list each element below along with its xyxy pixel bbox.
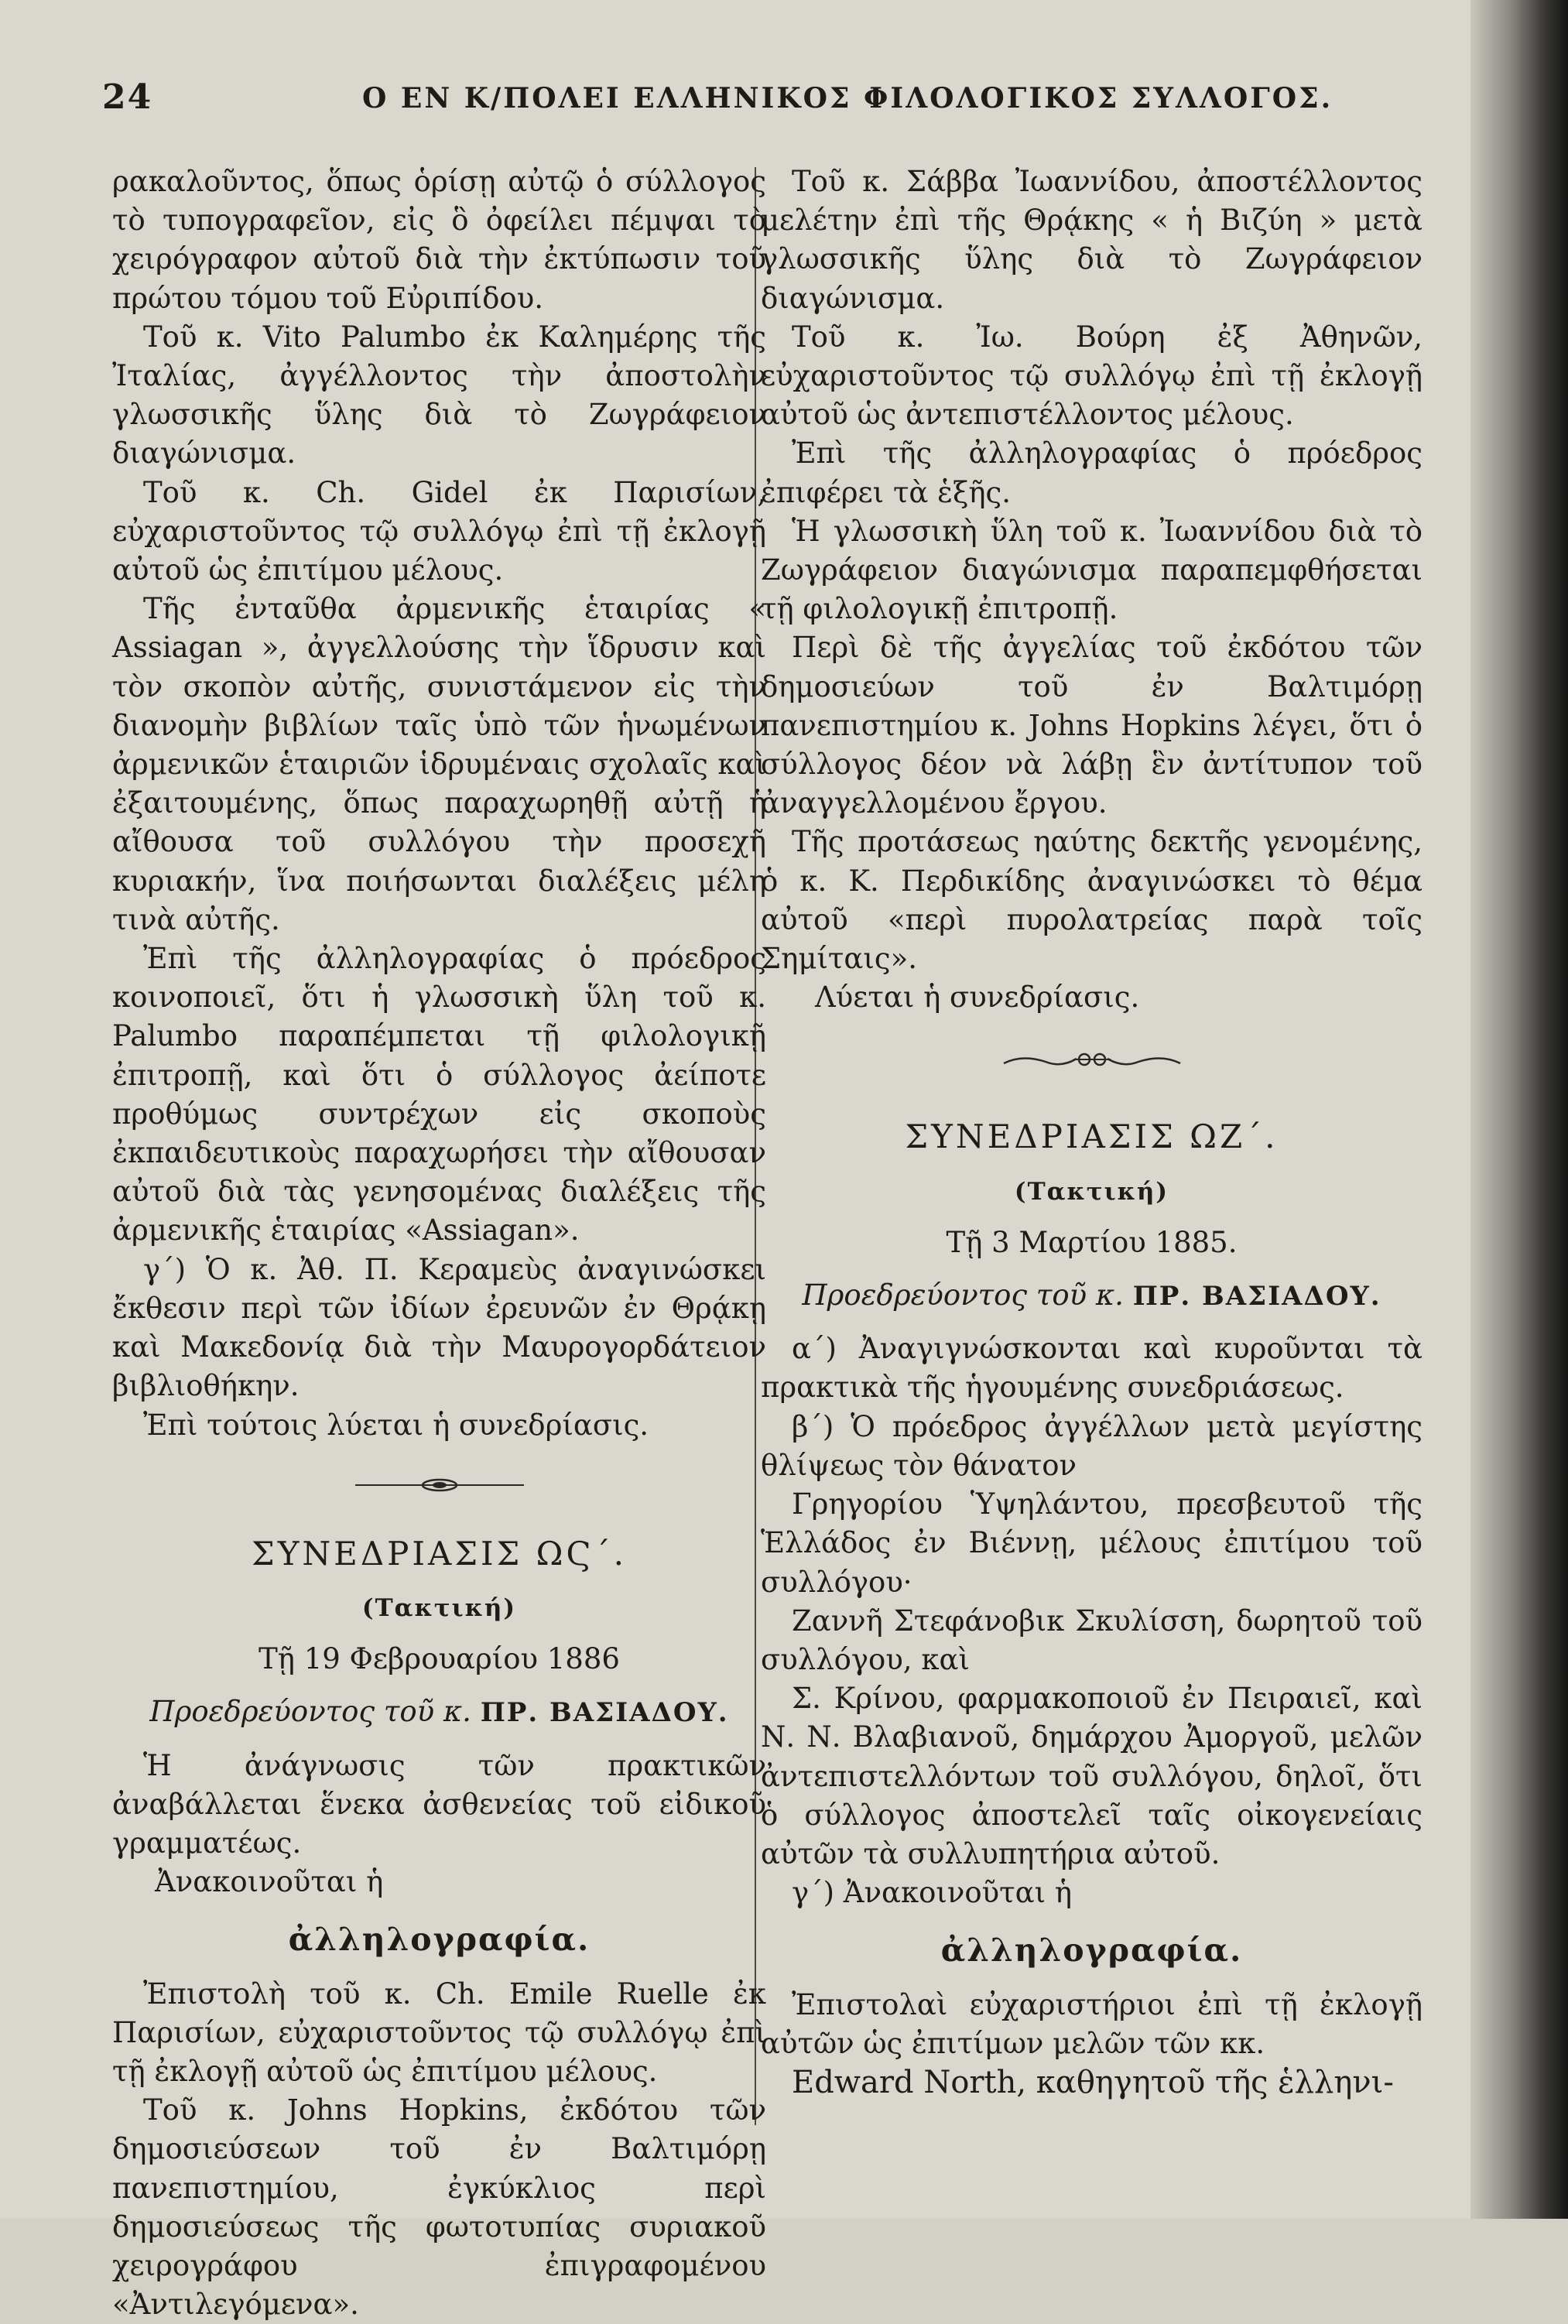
paragraph: Ἐπιστολαὶ εὐχαριστήριοι ἐπὶ τῇ ἐκλογῇ αὐτῶν ὡς ἐπιτίμων μελῶν τῶν κκ. <box>761 1987 1422 2060</box>
paragraph: Edward North, καθηγητοῦ τῆς ἑλληνι- <box>792 2064 1394 2100</box>
right-column <box>761 163 1422 2102</box>
paragraph: γ΄) Ἀνακοινοῦται ἡ <box>792 1876 1073 1910</box>
correspondence-heading: ἀλληλογραφία. <box>288 1921 591 1959</box>
session-date: Τῇ 19 Φεβρουαρίου 1886 <box>258 1642 620 1676</box>
paragraph: Περὶ δὲ τῆς ἀγγελίας τοῦ ἐκδότου τῶν δημοσιεύων τοῦ ἐν Βαλτιμόρῃ πανεπιστημίου κ. Johns Hopkins λέγει, ὅτι ὁ σύλλογος δέον νὰ λάβῃ ἓν ἀντίτυπον τοῦ ἀναγγελλομένου ἔργου. <box>761 631 1422 820</box>
session-title: ΣΥΝΕΔΡΙΑΣΙΣ ΩΖ΄. <box>905 1118 1279 1156</box>
presiding-name: ΠΡ. ΒΑΣΙΑΔΟΥ. <box>1132 1281 1381 1313</box>
paragraph: γ΄) Ὁ κ. Ἀθ. Π. Κεραμεὺς ἀναγινώσκει ἔκθεσιν περὶ τῶν ἰδίων ἐρευνῶν ἐν Θρᾴκῃ καὶ Μακεδονίᾳ διὰ τὴν Μαυρογορδάτειον βιβλιοθήκην. <box>112 1252 766 1403</box>
paragraph: Τῆς ἐνταῦθα ἀρμενικῆς ἑταιρίας « Assiagan », ἀγγελλούσης τὴν ἵδρυσιν καὶ τὸν σκοπὸν αὐτῆς, συνιστάμενον εἰς τὴν διανομὴν βιβλίων ταῖς ὑπὸ τῶν ἡνωμένων ἀρμενικῶν ἑταιριῶν ἱδρυμέναις σχολαῖς καὶ ἐξαιτουμένης, ὅπως παραχωρηθῇ αὐτῇ ἡ αἴθουσα τοῦ συλλόγου τὴν προσεχῆ κυριακήν, ἵνα ποιήσωνται διαλέξεις μέλη τινὰ αὐτῆς. <box>112 592 766 936</box>
paragraph: Σ. Κρίνου, φαρμακοποιοῦ ἐν Πειραιεῖ, καὶ Ν. Ν. Βλαβιανοῦ, δημάρχου Ἀμοργοῦ, μελῶν ἀντεπιστελλόντων τοῦ συλλόγου, δηλοῖ, ὅτι ὁ σύλλογος ἀποστελεῖ ταῖς οἰκογενείαις αὐτῶν τὰ συλλυπητήρια αὐτοῦ. <box>761 1682 1422 1870</box>
presiding-line <box>112 1693 766 1732</box>
paragraph: β΄) Ὁ πρόεδρος ἀγγέλλων μετὰ μεγίστης θλίψεως τὸν θάνατον <box>761 1409 1422 1482</box>
paragraph: Ἡ γλωσσικὴ ὕλη τοῦ κ. Ἰωαννίδου διὰ τὸ Ζωγράφειον διαγώνισμα παραπεμφθήσεται τῇ φιλολογικῇ ἐπιτροπῇ. <box>761 514 1422 626</box>
session-date: Τῇ 3 Μαρτίου 1885. <box>946 1225 1238 1259</box>
page-edge-shadow <box>1470 0 1568 2219</box>
left-column <box>112 163 766 2324</box>
paragraph: Ἐπιστολὴ τοῦ κ. Ch. Emile Ruelle ἐκ Παρισίων, εὐχαριστοῦντος τῷ συλλόγῳ ἐπὶ τῇ ἐκλογῇ αὐτοῦ ὡς ἐπιτίμου μέλους. <box>112 1977 766 2088</box>
paragraph: Ἀνακοινοῦται ἡ <box>155 1865 384 1899</box>
page-header <box>91 71 1453 133</box>
paragraph: Τοῦ κ. Σάββα Ἰωαννίδου, ἀποστέλλοντος μελέτην ἐπὶ τῆς Θρᾴκης « ἡ Βιζύη » μετὰ γλωσσικῆς ὕλης διὰ τὸ Ζωγράφειον διαγώνισμα. <box>761 165 1422 315</box>
section-ornament <box>351 1476 529 1494</box>
running-title: Ο ΕΝ Κ/ΠΟΛΕΙ ΕΛΛΗΝΙΚΟΣ ΦΙΛΟΛΟΓΙΚΟΣ ΣΥΛΛΟΓΟΣ. <box>362 82 1333 115</box>
session-title: ΣΥΝΕΔΡΙΑΣΙΣ ΩϚ΄. <box>252 1534 627 1573</box>
paragraph: ρακαλοῦντος, ὅπως ὁρίσῃ αὐτῷ ὁ σύλλογος τὸ τυπογραφεῖον, εἰς ὃ ὀφείλει πέμψαι τὸ χειρόγραφον αὐτοῦ διὰ τὴν ἐκτύπωσιν τοῦ πρώτου τόμου τοῦ Εὐριπίδου. <box>112 165 766 315</box>
presiding-line <box>761 1276 1422 1316</box>
paragraph: Ἡ ἀνάγνωσις τῶν πρακτικῶν ἀναβάλλεται ἕνεκα ἀσθενείας τοῦ εἰδικοῦ γραμματέως. <box>112 1748 766 1860</box>
paragraph: Ἐπὶ τῆς ἀλληλογραφίας ὁ πρόεδρος ἐπιφέρει τὰ ἑξῆς. <box>761 436 1422 509</box>
correspondence-heading: ἀλληλογραφία. <box>940 1932 1243 1970</box>
paragraph: Τοῦ κ. Vito Palumbo ἐκ Καλημέρης τῆς Ἰταλίας, ἀγγέλλοντος τὴν ἀποστολὴν γλωσσικῆς ὕλης διὰ τὸ Ζωγράφειον διαγώνισμα. <box>112 320 766 471</box>
session-type: (Τακτική) <box>1014 1177 1169 1206</box>
paragraph: Ζαννῆ Στεφάνοβικ Σκυλίσση, δωρητοῦ τοῦ συλλόγου, καὶ <box>761 1604 1422 1676</box>
session-type: (Τακτική) <box>361 1593 517 1622</box>
paragraph: Τοῦ κ. Johns Hopkins, ἐκδότου τῶν δημοσιεύσεων τοῦ ἐν Βαλτιμόρῃ πανεπιστημίου, ἐγκύκλιος περὶ δημοσιεύσεως τῆς φωτοτυπίας συριακοῦ χειρογράφου ἐπιγραφομένου «Ἀντιλεγόμενα». <box>112 2093 766 2322</box>
presiding-prefix: Προεδρεύοντος τοῦ κ. <box>149 1695 471 1729</box>
page-number: 24 <box>102 77 153 117</box>
paragraph: Τοῦ κ. Ch. Gidel ἐκ Παρισίων, εὐχαριστοῦντος τῷ συλλόγῳ ἐπὶ τῇ ἐκλογῇ αὐτοῦ ὡς ἐπιτίμου μέλους. <box>112 475 766 587</box>
paragraph: Ἐπὶ τούτοις λύεται ἡ συνεδρίασις. <box>143 1408 649 1442</box>
paragraph: Γρηγορίου Ὑψηλάντου, πρεσβευτοῦ τῆς Ἑλλάδος ἐν Βιέννῃ, μέλους ἐπιτίμου τοῦ συλλόγου· <box>761 1487 1422 1599</box>
paragraph: Ἐπὶ τῆς ἀλληλογραφίας ὁ πρόεδρος κοινοποιεῖ, ὅτι ἡ γλωσσικὴ ὕλη τοῦ κ. Palumbo παραπέμπεται τῇ φιλολογικῇ ἐπιτροπῇ, καὶ ὅτι ὁ σύλλογος ἀείποτε προθύμως συντρέχων εἰς σκοποὺς ἐκπαιδευτικοὺς παραχωρήσει τὴν αἴθουσαν αὐτοῦ διὰ τὰς γενησομένας διαλέξεις τῆς ἀρμενικῆς ἑταιρίας «Assiagan». <box>112 942 766 1248</box>
paragraph: α΄) Ἀναγιγνώσκονται καὶ κυροῦνται τὰ πρακτικὰ τῆς ἡγουμένης συνεδριάσεως. <box>761 1332 1422 1405</box>
paragraph: Τοῦ κ. Ἰω. Βούρη ἐξ Ἀθηνῶν, εὐχαριστοῦντος τῷ συλλόγῳ ἐπὶ τῇ ἐκλογῇ αὐτοῦ ὡς ἀντεπιστέλλοντος μέλους. <box>761 320 1422 432</box>
paragraph: Λύεται ἡ συνεδρίασις. <box>815 981 1140 1015</box>
presiding-prefix: Προεδρεύοντος τοῦ κ. <box>802 1278 1124 1313</box>
presiding-name: ΠΡ. ΒΑΣΙΑΔΟΥ. <box>480 1697 729 1729</box>
paragraph: Τῆς προτάσεως ηαύτης δεκτῆς γενομένης, ὁ κ. Κ. Περδικίδης ἀναγινώσκει τὸ θέμα αὐτοῦ «περὶ πυρολατρείας παρὰ τοῖς Σημίταις». <box>761 825 1422 976</box>
section-ornament <box>999 1048 1185 1071</box>
